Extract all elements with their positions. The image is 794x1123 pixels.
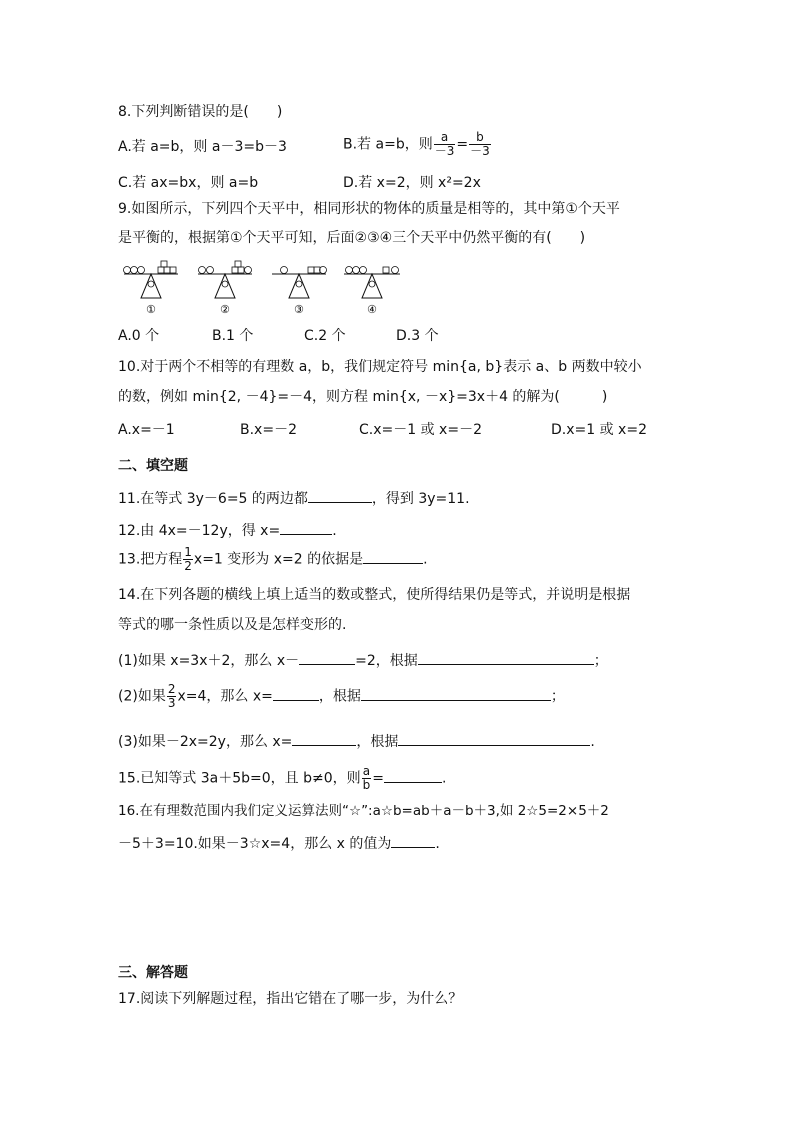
balance-scale-3 xyxy=(272,267,327,317)
q15-answer-blank[interactable] xyxy=(384,768,442,783)
q14-part-3 xyxy=(118,731,595,752)
q15-text: 15.已知等式 3a＋5b=0，且 b≠0，则 xyxy=(118,770,361,787)
q16-line-2 xyxy=(118,833,440,854)
q13-text-end: . xyxy=(423,551,428,568)
q14-part-2-blank-1[interactable] xyxy=(273,686,319,701)
q14-part-2-fraction xyxy=(167,683,177,710)
q14-part-1 xyxy=(118,650,608,671)
q8-option-b-label: B.若 a=b，则 xyxy=(343,136,433,153)
q13-text: 13.把方程 xyxy=(118,551,183,568)
q15-text-mid: = xyxy=(372,770,384,787)
q11-answer-blank[interactable] xyxy=(308,488,372,503)
scale-label-3: ③ xyxy=(294,303,304,316)
q16-text-end: . xyxy=(435,836,440,852)
q8-option-a: A.若 a=b，则 a－3=b－3 xyxy=(118,139,287,155)
q14-part-2-text-end: ； xyxy=(550,688,565,705)
q9-option-a: A.0 个 xyxy=(118,328,160,344)
q9-line-2: 是平衡的，根据第①个天平可知，后面②③④三个天平中仍然平衡的有( ) xyxy=(118,230,586,246)
q8-stem: 8.下列判断错误的是( ) xyxy=(118,104,283,120)
q9-line-1: 9.如图所示，下列四个天平中，相同形状的物体的质量是相等的，其中第①个天平 xyxy=(118,201,620,217)
q14-line-1: 14.在下列各题的横线上填上适当的数或整式，使所得结果仍是等式，并说明是根据 xyxy=(118,587,631,603)
q12-text-end: . xyxy=(332,523,337,539)
q14-part-3-blank-2[interactable] xyxy=(398,731,590,746)
q14-part-2-text: (2)如果 xyxy=(118,688,166,705)
q8-option-c: C.若 ax=bx，则 a=b xyxy=(118,175,259,191)
q14-part-2-text-mid: x=4，那么 x= xyxy=(177,688,273,705)
scale-label-1: ① xyxy=(146,303,156,316)
q14-part-2-blank-2[interactable] xyxy=(361,686,551,701)
q14-part-3-text: (3)如果－2x=2y，那么 x= xyxy=(118,734,293,750)
balance-scales-figure xyxy=(118,258,418,320)
q14-part-2 xyxy=(118,683,565,710)
q13 xyxy=(118,546,428,573)
q10-option-d: D.x=1 或 x=2 xyxy=(551,422,647,438)
q14-part-1-blank-2[interactable] xyxy=(418,650,594,665)
q15-fraction xyxy=(362,765,372,792)
q14-line-2: 等式的哪一条性质以及是怎样变形的. xyxy=(118,617,347,633)
scale-label-4: ④ xyxy=(367,303,377,316)
q10-option-b: B.x=－2 xyxy=(240,422,297,438)
q8-option-d: D.若 x=2，则 x²=2x xyxy=(343,175,481,191)
q11-text-end: ，得到 3y=11. xyxy=(371,491,470,507)
q17: 17.阅读下列解题过程，指出它错在了哪一步，为什么？ xyxy=(118,991,463,1007)
q16-text: －5＋3=10.如果－3☆x=4，那么 x 的值为 xyxy=(118,836,392,852)
q16-answer-blank[interactable] xyxy=(391,833,435,848)
equals-sign: = xyxy=(456,136,469,153)
q14-part-3-blank-1[interactable] xyxy=(292,731,356,746)
q9-option-c: C.2 个 xyxy=(304,328,346,344)
q14-part-1-text-mid: =2，根据 xyxy=(355,653,418,669)
q13-fraction xyxy=(183,546,193,573)
q10-line-2: 的数，例如 min{2, －4}=－4，则方程 min{x, －x}=3x＋4 的解为( ) xyxy=(118,389,608,405)
fraction-numerator: a xyxy=(362,764,371,778)
fraction-denominator: b xyxy=(362,778,371,792)
q9-option-b: B.1 个 xyxy=(212,328,254,344)
q8-fraction-1 xyxy=(434,131,456,158)
fraction-numerator: 2 xyxy=(167,682,176,696)
q12 xyxy=(118,520,337,541)
balance-scale-4 xyxy=(344,267,400,317)
q10-option-c: C.x=－1 或 x=－2 xyxy=(359,422,482,438)
q11-text: 11.在等式 3y－6=5 的两边都 xyxy=(118,491,308,507)
fraction-denominator: 2 xyxy=(184,559,192,573)
q10-option-a: A.x=－1 xyxy=(118,422,175,438)
section-fill-in-heading: 二、填空题 xyxy=(118,458,188,474)
q16-line-1: 16.在有理数范围内我们定义运算法则“☆”:a☆b=ab＋a－b＋3,如 2☆5=2×5＋2 xyxy=(118,803,609,819)
fraction-numerator: a xyxy=(434,131,456,145)
q14-part-3-text-end: . xyxy=(590,734,595,750)
q9-option-d: D.3 个 xyxy=(396,328,439,344)
q15 xyxy=(118,765,446,792)
q14-part-3-text-mid: ，根据 xyxy=(356,734,399,750)
fraction-denominator: －3 xyxy=(434,144,455,158)
q13-text-mid: x=1 变形为 x=2 的依据是 xyxy=(193,551,364,568)
fraction-denominator: －3 xyxy=(470,144,490,158)
section-answer-heading: 三、解答题 xyxy=(118,965,188,981)
q14-part-1-blank-1[interactable] xyxy=(299,650,355,665)
q8-option-b xyxy=(343,131,492,158)
fraction-denominator: 3 xyxy=(167,696,176,710)
q10-line-1: 10.对于两个不相等的有理数 a，b，我们规定符号 min{a, b}表示 a、b 两数中较小 xyxy=(118,359,642,375)
q13-answer-blank[interactable] xyxy=(363,549,423,564)
q14-part-2-text-mid-2: ，根据 xyxy=(318,688,361,705)
q15-text-end: . xyxy=(441,770,447,787)
fraction-numerator: b xyxy=(469,131,491,145)
q12-text: 12.由 4x=－12y，得 x= xyxy=(118,523,281,539)
q14-part-1-text-end: ； xyxy=(593,653,608,669)
q12-answer-blank[interactable] xyxy=(280,520,332,535)
balance-scale-2 xyxy=(198,261,252,316)
q8-fraction-2 xyxy=(469,131,491,158)
q14-part-1-text: (1)如果 x=3x＋2，那么 x－ xyxy=(118,653,300,669)
balance-scale-1 xyxy=(124,261,179,316)
q11 xyxy=(118,488,470,509)
scale-label-2: ② xyxy=(220,303,230,316)
fraction-numerator: 1 xyxy=(184,545,192,559)
